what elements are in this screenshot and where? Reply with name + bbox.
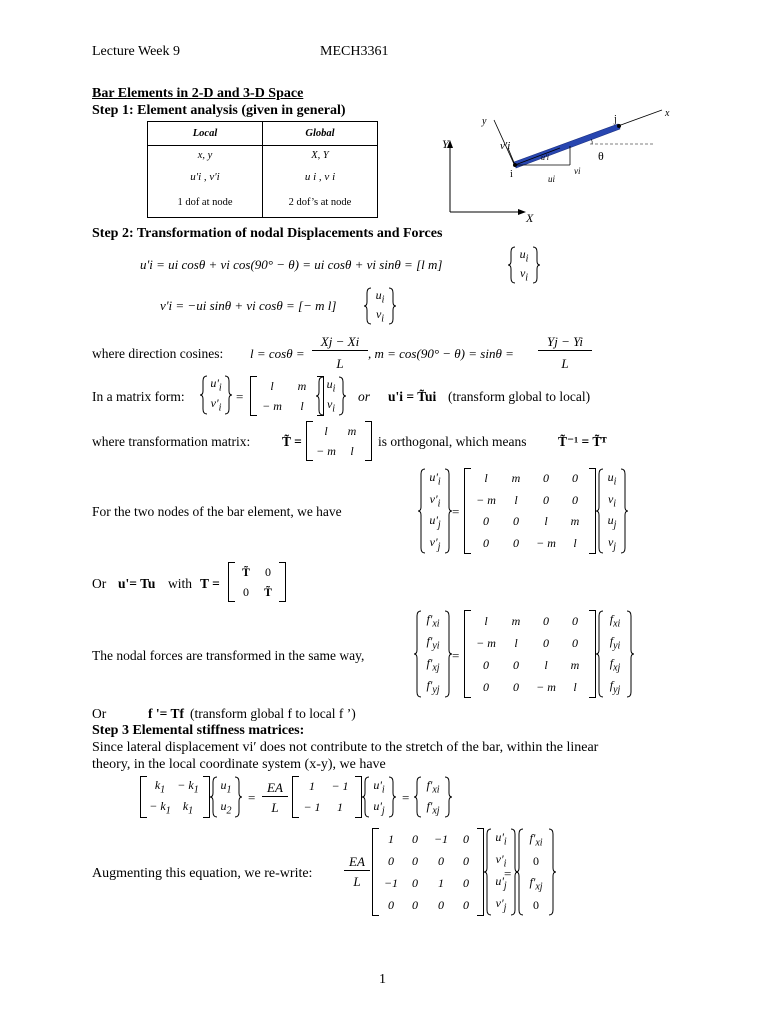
dircos-l: l = cosθ = [250, 346, 305, 361]
with-text: with [168, 576, 193, 591]
L-denominator: L [271, 800, 279, 815]
vector-entry: $f_{xj}$ [609, 656, 621, 674]
vector-entry: $f_{xi}$ [609, 612, 621, 630]
matrix-entry: − m [262, 398, 282, 413]
transform-matrix-4x4 [464, 468, 628, 554]
figure-label: Y [442, 137, 449, 151]
figure-label: j [614, 114, 617, 125]
u-transform-eq: u'= Tu [118, 576, 156, 591]
vector-entry: $u_i$ [375, 287, 385, 306]
matrix-entry: l [544, 514, 548, 529]
matrix-entry: −1 [433, 831, 449, 846]
vector-entry: $v_i$ [326, 397, 336, 415]
matrix-entry: l [514, 492, 518, 507]
EA-numerator: EA [262, 780, 288, 797]
matrix-entry: l [514, 635, 518, 650]
vector-entry: $f'_{xj}$ [529, 874, 543, 893]
page-number: 1 [379, 972, 386, 987]
vector-entry: $u_i$ [607, 470, 617, 488]
vector-entry: $v'_i$ [429, 491, 441, 509]
vector-entry: $v'_j$ [429, 534, 441, 552]
matrix-entry: 0 [572, 492, 578, 507]
transform-label: where transformation matrix: [92, 434, 251, 449]
vector-entry: $v'_i$ [495, 852, 507, 870]
dircos-m: , m = cos(90° − θ) = sinθ = [368, 346, 514, 361]
brace-left-icon [484, 828, 492, 916]
matrix-entry: T̃ [263, 584, 272, 599]
vector-entry: $u'_i$ [429, 470, 441, 488]
figure-label: y [482, 116, 487, 127]
transform-matrix-4x4 [464, 610, 634, 698]
orthogonal-text: is orthogonal, which means [378, 434, 527, 449]
bar-element [514, 124, 620, 168]
matrix-entry: 0 [572, 635, 578, 650]
matrix-entry: − $k_1$ [177, 777, 199, 796]
matrix-entry: 0 [412, 875, 418, 890]
brace-right-icon [234, 776, 242, 818]
vector-entry: $v_i$ [375, 306, 385, 325]
matrix-entry: 0 [412, 831, 418, 846]
matrix-entry: 0 [438, 897, 444, 912]
vector-entry: $f'_{xi}$ [426, 612, 440, 630]
brace-left-icon [508, 246, 516, 284]
matrix-entry: 0 [388, 897, 394, 912]
augmented-stiffness-matrix [372, 828, 518, 916]
vector-entry: $u_1$ [220, 777, 232, 796]
equals-sign: = [402, 790, 410, 805]
matrix-entry: 0 [463, 897, 469, 912]
figure-label: i [510, 169, 513, 180]
matrix-entry: m [297, 378, 307, 393]
vector-entry: $v'_i$ [210, 396, 222, 414]
local-global-table [147, 121, 378, 218]
matrix-entry: 0 [543, 613, 549, 628]
matrix-entry: − m [476, 635, 496, 650]
brace-left-icon [316, 376, 324, 416]
matrix-entry: 0 [483, 679, 489, 694]
dircos-prefix: where direction cosines: [92, 346, 224, 361]
vector-entry: $f_{yi}$ [609, 634, 621, 652]
matrix-entry: 0 [483, 514, 489, 529]
brace-left-icon [200, 375, 208, 415]
vector-entry: $f'_{xj}$ [426, 656, 440, 674]
arrow-head-icon [518, 209, 526, 215]
dircos-l-denominator: L [336, 356, 344, 371]
matrix-entry: 0 [513, 535, 519, 550]
vector-entry: $f'_{yi}$ [426, 634, 440, 652]
vector-entry: $u'_j$ [429, 513, 441, 531]
vector-entry: $u_i$ [519, 246, 529, 265]
equation-ui-prime: u'i = ui cosθ + vi cos(90° − θ) = ui cosθ + vi sinθ = [l m] [140, 257, 443, 272]
table-cell: 2 dof’s at node [263, 188, 378, 218]
brace-left-icon [596, 610, 604, 698]
brace-right-icon [388, 776, 396, 818]
matrix-entry: 0 [463, 853, 469, 868]
f-transform-eq: f '= Tf [148, 706, 184, 721]
matrix-entry: l [270, 378, 274, 393]
transform-matrix-2x2 [306, 421, 372, 461]
equals-sign: = [504, 866, 512, 881]
equals-sign: = [452, 648, 460, 663]
dircos-l-numerator: Xj − Xi [312, 334, 368, 351]
matrix-entry: 0 [543, 635, 549, 650]
matrix-entry: 0 [483, 657, 489, 672]
L-denominator: L [353, 874, 361, 889]
matrix-entry: − m [476, 492, 496, 507]
table-cell: 1 dof at node [148, 188, 263, 218]
stiffness-matrix-2x2 [140, 776, 242, 818]
vector-entry: $u_i$ [326, 377, 336, 395]
vector-entry: $u'_j$ [495, 874, 507, 892]
brace-left-icon [364, 287, 372, 325]
matrix-entry: $k_1$ [154, 777, 166, 796]
matrix-entry: m [570, 514, 580, 529]
header-left: Lecture Week 9 [92, 44, 181, 59]
brace-right-icon [532, 246, 540, 284]
forces-text: The nodal forces are transformed in the same way, [92, 648, 365, 663]
vector-entry: $u_2$ [220, 798, 232, 817]
matrix-entry: 0 [388, 853, 394, 868]
brace-left-icon [210, 776, 218, 818]
vector-entry: $f_{yj}$ [609, 678, 621, 696]
ui-vi-vector [508, 246, 540, 284]
step3-heading: Step 3 Elemental stiffness matrices: [92, 723, 305, 738]
matrix-entry: − 1 [331, 779, 349, 793]
f-transform-note: (transform global f to local f ’) [190, 706, 356, 721]
figure-label: u'i [541, 153, 549, 162]
matrix-entry: 1 [337, 800, 343, 814]
matrix-entry: 0 [412, 897, 418, 912]
matrix-entry: − 1 [303, 800, 321, 814]
matrix-entry: 0 [483, 535, 489, 550]
header-course: MECH3361 [320, 44, 389, 59]
ui-prime-arrow [515, 148, 560, 165]
vector-entry: $f'_{xi}$ [529, 830, 543, 849]
brace-right-icon [338, 376, 346, 416]
vector-entry: $u'_i$ [210, 376, 222, 394]
matrix-entry: 0 [265, 564, 271, 579]
section-title: Bar Elements in 2-D and 3-D Space [92, 86, 304, 101]
matrix-entry: 0 [572, 471, 578, 486]
matrix-entry: 1 [309, 779, 315, 793]
matrix-form-label: In a matrix form: [92, 389, 185, 404]
vector-entry: $f'_{xj}$ [426, 798, 440, 817]
matrix-entry: 0 [513, 679, 519, 694]
matrix-entry: −1 [383, 875, 399, 890]
local-force-vector [414, 610, 452, 698]
figure-label: v'i [500, 140, 511, 152]
matrix-entry: l [484, 471, 488, 486]
block-T-matrix [228, 562, 286, 602]
node-j-dot [617, 124, 621, 128]
matrix-entry: l [350, 443, 354, 458]
matrix-entry: − $k_1$ [149, 798, 171, 817]
matrix-entry: l [544, 657, 548, 672]
vector-entry: $v_i$ [519, 265, 529, 284]
brace-left-icon [414, 610, 422, 698]
vector-entry: $v_j$ [607, 534, 617, 552]
transform-lhs: T̃ = [282, 434, 302, 449]
dircos-m-numerator: Yj − Yi [538, 334, 592, 351]
matrix-entry: m [511, 613, 521, 628]
matrix-form-rhs: u'i = T̃ui [388, 389, 437, 404]
vector-entry: $u'_i$ [495, 830, 507, 848]
bar-element-figure [430, 104, 680, 228]
matrix-entry: 0 [543, 492, 549, 507]
or-text: Or [92, 576, 107, 591]
local-force-vector-2 [414, 776, 452, 818]
matrix-entry: m [570, 657, 580, 672]
local-disp-vector-4 [418, 468, 452, 554]
brace-right-icon [626, 610, 634, 698]
brace-left-icon [516, 828, 524, 916]
augment-text: Augmenting this equation, we re-write: [92, 866, 313, 881]
vector-entry: $v'_j$ [495, 896, 507, 914]
table-cell: u i , v i [263, 166, 378, 188]
vector-entry: $u_j$ [607, 513, 617, 531]
step2-heading: Step 2: Transformation of nodal Displacements and Forces [92, 226, 443, 241]
brace-right-icon [388, 287, 396, 325]
equals-sign: = [248, 790, 256, 805]
matrix-entry: m [511, 471, 521, 486]
matrix-form-note: (transform global to local) [448, 389, 591, 404]
matrix-entry: l [324, 423, 328, 438]
matrix-entry: 0 [438, 853, 444, 868]
matrix-entry: 1 [388, 831, 394, 846]
matrix-entry: 0 [463, 831, 469, 846]
matrix-entry: 0 [543, 471, 549, 486]
table-header-global: Global [263, 122, 378, 146]
figure-label: θ [598, 149, 604, 163]
figure-label: vi [574, 166, 581, 176]
brace-left-icon [414, 776, 422, 818]
vector-entry: $f'_{yj}$ [426, 678, 440, 696]
dircos-m-denominator: L [561, 356, 569, 371]
matrix-entry: − m [316, 443, 336, 458]
figure-label: x [665, 108, 670, 119]
brace-right-icon [224, 375, 232, 415]
augmented-force-vector [516, 828, 556, 916]
table-cell: X, Y [263, 146, 378, 166]
matrix-entry: m [347, 423, 357, 438]
vector-entry: $u'_j$ [373, 798, 385, 817]
matrix-entry: l [573, 535, 577, 550]
brace-right-icon [444, 468, 452, 554]
vector-entry: $f'_{xi}$ [426, 777, 440, 796]
T-eq: T = [200, 576, 220, 591]
vector-entry: 0 [533, 854, 539, 869]
matrix-entry: 0 [463, 875, 469, 890]
brace-left-icon [596, 468, 604, 554]
two-nodes-text: For the two nodes of the bar element, we have [92, 504, 342, 519]
matrix-entry: − m [536, 679, 556, 694]
step1-heading: Step 1: Element analysis (given in general) [92, 103, 346, 118]
or-text: Or [92, 706, 107, 721]
EA-numerator: EA [344, 854, 370, 871]
matrix-entry: 0 [572, 613, 578, 628]
figure-label: X [526, 211, 534, 225]
matrix-entry: 0 [513, 657, 519, 672]
brace-left-icon [362, 776, 370, 818]
matrix-entry: l [573, 679, 577, 694]
table-cell: x, y [148, 146, 263, 166]
brace-right-icon [444, 610, 452, 698]
global-disp-vector [316, 376, 346, 416]
matrix-entry: − m [536, 535, 556, 550]
figure-label: ui [548, 174, 556, 184]
transform-matrix-2x2 [250, 376, 324, 416]
table-cell: u'i , v'i [148, 166, 263, 188]
matrix-entry: l [484, 613, 488, 628]
paragraph-line: Since lateral displacement vi′ does not contribute to the stretch of the bar, within the linear [92, 740, 599, 755]
unit-stiffness-matrix [292, 776, 396, 818]
brace-right-icon [620, 468, 628, 554]
brace-right-icon [444, 776, 452, 818]
equation-vi-prime: v'i = −ui sinθ + vi cosθ = [− m l] [160, 298, 337, 313]
equals-sign: = [452, 504, 460, 519]
matrix-entry: 0 [412, 853, 418, 868]
matrix-entry: T̃ [241, 564, 250, 579]
matrix-entry: l [300, 398, 304, 413]
or-text: or [358, 389, 371, 404]
equals-sign: = [236, 389, 244, 404]
brace-left-icon [418, 468, 426, 554]
matrix-entry: 1 [438, 875, 444, 890]
matrix-entry: 0 [513, 514, 519, 529]
vector-entry: 0 [533, 898, 539, 913]
table-header-local: Local [148, 122, 263, 146]
matrix-entry: 0 [243, 584, 249, 599]
ui-vi-vector [364, 287, 396, 325]
matrix-entry: $k_1$ [182, 798, 194, 817]
local-disp-vector [200, 375, 232, 415]
vector-entry: $v_i$ [607, 491, 617, 509]
paragraph-line: theory, in the local coordinate system (x-y), we have [92, 757, 386, 772]
orthogonal-rhs: T̃⁻¹ = T̃ᵀ [558, 434, 607, 449]
vector-entry: $u'_i$ [373, 777, 385, 796]
brace-right-icon [548, 828, 556, 916]
